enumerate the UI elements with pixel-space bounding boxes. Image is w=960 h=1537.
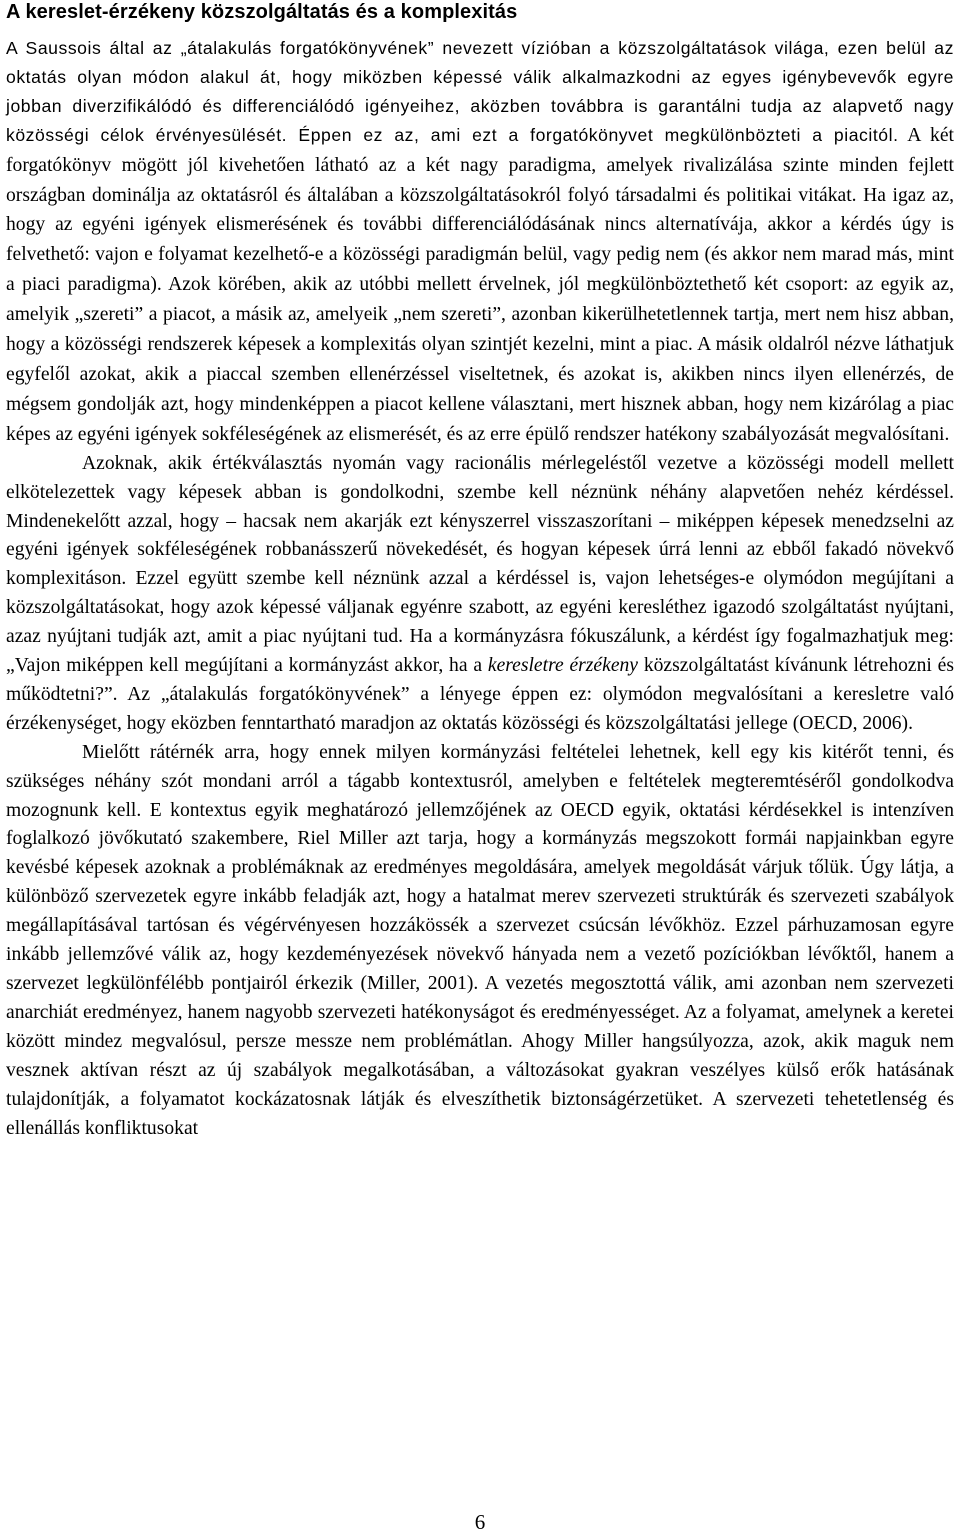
paragraph-1 [6,34,954,450]
body-text [6,34,954,1143]
page-number: 6 [474,1510,486,1534]
paragraph-1-serif-run: A két forgatókönyv mögött jól kivehetően látható az a két nagy paradigma, amelyek rivalizálása szinte minden fejlett országban dominálja az oktatásról és általában a közszolgáltatásokról folyó társadalmi és politikai vitákat. Ha igaz az, hogy az egyéni igények elismerésének és további differenciálódásának nincs alternatívája, akkor a kérdés úgy is felvethető: vajon e folyamat kezelhető-e a közösségi paradigmán belül, vagy pedig nem (és akkor nem marad más, mint a piaci paradigma). Azok körében, akik az utóbbi mellett érvelnek, jól megkülönböztethető két csoport: az egyik az, amelyik „szereti” a piacot, a másik az, amelyeik „nem szereti”, azonban kikerülhetetlennek tartja, mert nem hisz abban, hogy a közösségi rendszerek képesek a komplexitás olyan szintjét kezelni, mint a piac. A másik oldalról nézve láthatjuk egyfelől azokat, akik a piaccal szemben ellenérzéssel viseltetnek, és azokat is, akikben nincs ilyen ellenérzés, de mégsem gondolják azt, hogy mindenképpen a piacot kellene választani, mert hisznek abban, hogy nem kizárólag a piac képes az egyéni igények sokféleségének az elismerését, és az erre épülő rendszer hatékony szabályozását megvalósítani. [6,124,954,445]
paragraph-2 [6,450,954,739]
paragraph-2-part-1: Azoknak, akik értékválasztás nyomán vagy racionális mérlegeléstől vezetve a közösségi modell mellett elkötelezettek vagy képesek abban is gondolkodni, szembe kell néznünk néhány alapvetően nehéz kérdéssel. Mindenekelőtt azzal, hogy – hacsak nem akarják ezt kényszerrel visszaszorítani – miképpen képesek menedzselni az egyéni igények sokféleségének robbanásszerű növekedését, és hogyan képesek úrrá lenni az ebből fakadó növekvő komplexitáson. Ezzel együtt szembe kell néznünk azzal a kérdéssel is, vajon lehetséges-e olymódon megújítani a közszolgáltatásokat, hogy azok képessé váljanak egyénre szabott, az egyéni keresléthez igazodó szolgáltatást nyújtani, azaz nyújtani tudják azt, amit a piac nyújtani tud. Ha a kormányzásra fókuszálunk, a kérdést így fogalmazhatjuk meg: „Vajon miképpen kell megújítani a kormányzást akkor, ha a [6,452,954,677]
paragraph-3: Mielőtt rátérnék arra, hogy ennek milyen kormányzási feltételei lehetnek, kell egy kis kitérőt tenni, és szükséges néhány szót mondani arról a tágabb kontextusról, amelyben e feltételek megteremtéséről gondolkodva mozognunk kell. E kontextus egyik meghatározó jellemzőjének az OECD egyik, oktatási kérdésekkel is intenzíven foglalkozó jövőkutató szakembere, Riel Miller azt tarja, hogy a kormányzás megszokott formái napjainkban egyre kevésbé képesek azoknak a problémáknak az eredményes megoldására, amelyek megoldását várjuk tőlük. Úgy látja, a különböző szervezetek egyre inkább feladják azt, hogy a hatalmat merev szervezeti struktúrák és szervezeti szabályok megállapításával tartósan és végérvényesen hozzákössék a szervezet csúcsán lévőkhöz. Ezzel párhuzamosan egyre inkább jellemzővé válik az, hogy kezdeményezések növekvő hányada nem a vezető pozíciókban lévőktől, hanem a szervezet legkülönfélébb pontjairól érkezik (Miller, 2001). A vezetés megosztottá válik, ami azonban nem szervezeti anarchiát eredményez, hanem nagyobb szervezeti hatékonyságot és eredményességet. Az a folyamat, amelynek a keretei között mindez megvalósul, persze messze nem problémátlan. Ahogy Miller hangsúlyozza, azok, akik maguk nem vesznek aktívan részt az új szabályok megalkotásában, a változásokat gyakran veszélyes külső erők hatásának tulajdonítják, a folyamatot kockázatosnak látják és elveszíthetik biztonságérzetüket. A szervezeti tehetetlenség és ellenállás konfliktusokat [6,741,954,1139]
paragraph-1-sans-run: A Saussois által az „átalakulás forgatókönyvének” nevezett vízióban a közszolgáltatások világa, ezen belül az oktatás olyan módon alakul át, hogy miközben képessé válik alkalmazkodni az egyes igénybevevők egyre jobban diverzifikálódó és differenciálódó igényeihez, aközben továbbra is garantálni tudja az alapvető nagy közösségi célok érvényesülését. Éppen ez az, ami ezt a forgatókönyvet megkülönbözteti a piacitól. [6,38,954,145]
paragraph-2-part-2: közszolgáltatást kívánunk létrehozni és működtetni?”. Az „átalakulás forgatókönyvének” a lényege éppen ez: olymódon megvalósítani a keresletre való érzékenységet, hogy eközben fenntartható maradjon az oktatás közösségi és közszolgáltatási jellege (OECD, 2006). [6,655,954,734]
document-page [6,0,954,1143]
paragraph-2-italic: keresletre érzékeny [487,655,639,677]
section-heading: A kereslet-érzékeny közszolgáltatás és a komplexitás [6,1,518,23]
